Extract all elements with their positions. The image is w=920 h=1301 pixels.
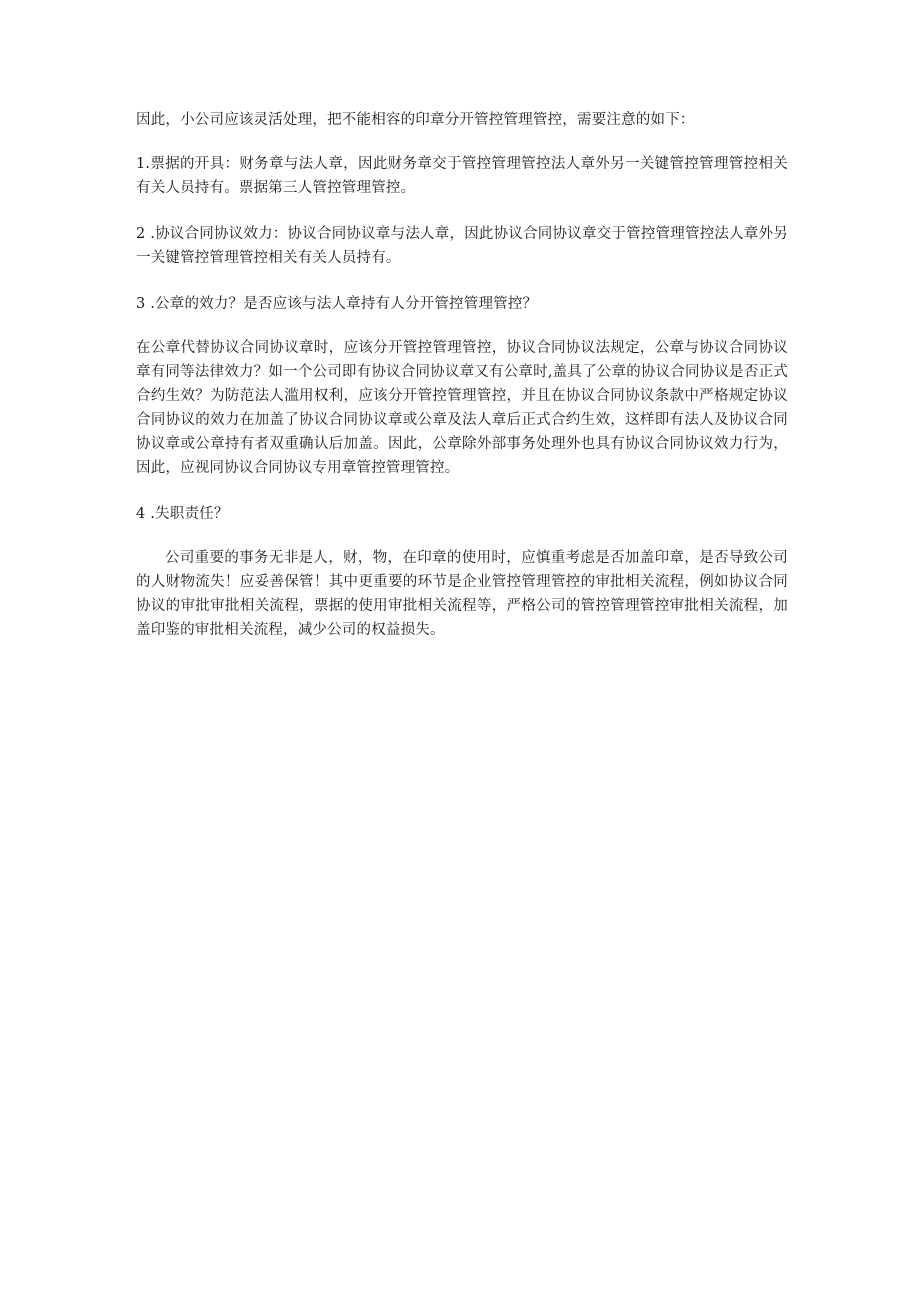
document-page [136,108,788,642]
item-4-heading: 4 .失职责任？ [136,506,229,522]
item-3-body: 在公章代替协议合同协议章时，应该分开管控管理管控，协议合同协议法规定，公章与协议合同协议章有同等法律效力？如一个公司即有协议合同协议章又有公章时,盖具了公章的协议合同协议是否正式合约生效？为防范法人滥用权利，应该分开管控管理管控，并且在协议合同协议条款中严格规定协议合同协议的效力在加盖了协议合同协议章或公章及法人章后正式合约生效，这样即有法人及协议合同协议章或公章持有者双重确认后加盖。因此，公章除外部事务处理外也具有协议合同协议效力行为，因此，应视同协议合同协议专用章管控管理管控。 [136,340,788,476]
item-2-paragraph: 2 .协议合同协议效力：协议合同协议章与法人章，因此协议合同协议章交于管控管理管控法人章外另一关键管控管理管控相关有关人员持有。 [136,226,788,266]
item-1-paragraph: 1.票据的开具：财务章与法人章，因此财务章交于管控管理管控法人章外另一关键管控管理管控相关有关人员持有。票据第三人管控管理管控。 [136,156,788,196]
intro-paragraph: 因此，小公司应该灵活处理，把不能相容的印章分开管控管理管控，需要注意的如下： [136,112,695,128]
item-3-heading: 3 .公章的效力？是否应该与法人章持有人分开管控管理管控？ [136,296,538,312]
item-4-body: 公司重要的事务无非是人，财，物，在印章的使用时，应慎重考虑是否加盖印章，是否导致公司的人财物流失！应妥善保管！其中更重要的环节是企业管控管理管控的审批相关流程，例如协议合同协议的审批审批相关流程，票据的使用审批相关流程等，严格公司的管控管理管控审批相关流程，加盖印鉴的审批相关流程，减少公司的权益损失。 [136,550,788,638]
